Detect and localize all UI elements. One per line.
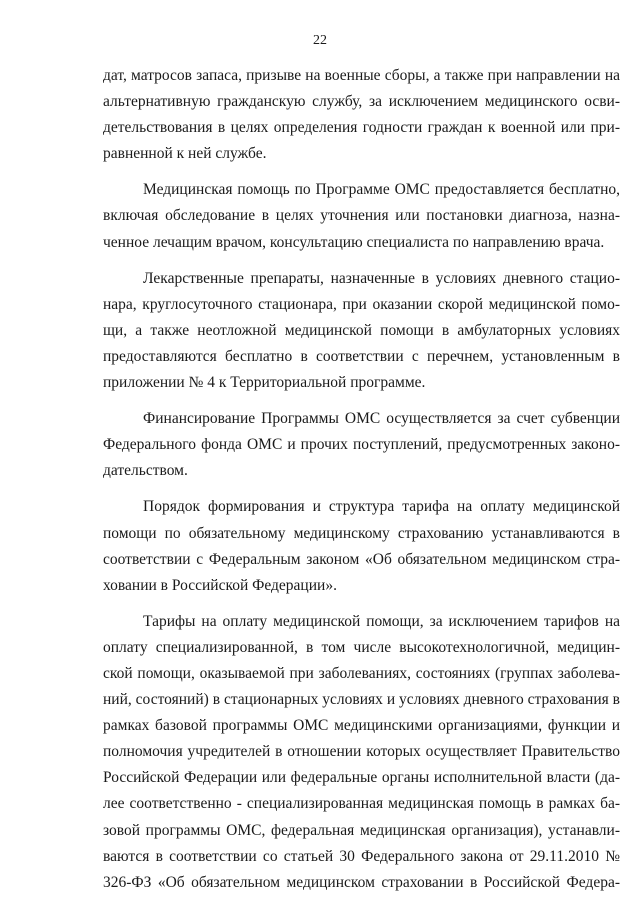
text-line: Федерального фонда ОМС и прочих поступлений, предусмотренных законо- (103, 436, 620, 454)
text-line: Порядок формирования и структура тарифа на оплату медицинской (143, 498, 620, 516)
text-line: 326-ФЗ «Об обязательном медицинском страховании в Российской Федера- (103, 873, 620, 891)
text-line: ской помощи, оказываемой при заболеваниях, состояниях (группах заболева- (103, 664, 620, 682)
text-line: включая обследование в целях уточнения или постановки диагноза, назна- (103, 207, 620, 225)
paragraph-2 (103, 177, 620, 255)
text-line: дательством. (103, 462, 188, 480)
paragraph-4 (103, 406, 620, 484)
text-line: ченное лечащим врачом, консультацию специалиста по направлению врача. (103, 233, 605, 251)
text-line: предоставляются бесплатно в соответствии с перечнем, установленным в (103, 347, 620, 365)
text-line: Медицинская помощь по Программе ОМС предоставляется бесплатно, (143, 181, 620, 199)
text-line: рамках базовой программы ОМС медицинскими организациями, функции и (103, 717, 620, 735)
text-line: приложении № 4 к Территориальной программе. (103, 374, 426, 392)
body-text (103, 63, 620, 896)
paragraph-5 (103, 494, 620, 598)
text-line: нара, круглосуточного стационара, при оказании скорой медицинской помо- (103, 295, 620, 313)
text-line: зовой программы ОМС, федеральная медицинская организация), устанавли- (103, 821, 620, 839)
text-line: щи, а также неотложной медицинской помощи в амбулаторных условиях (103, 321, 620, 339)
text-line: Тарифы на оплату медицинской помощи, за исключением тарифов на (143, 612, 620, 630)
text-line: детельствования в целях определения годности граждан к военной или при- (103, 119, 620, 137)
text-line: оплату специализированной, в том числе высокотехнологичной, медицин- (103, 638, 620, 656)
paragraph-3 (103, 266, 620, 396)
paragraph-6 (103, 609, 620, 896)
paragraph-1 (103, 63, 620, 167)
text-line: Российской Федерации или федеральные органы исполнительной власти (да- (103, 769, 620, 787)
text-line: соответствии с Федеральным законом «Об обязательном медицинском стра- (103, 550, 620, 568)
text-line: ний, состояний) в стационарных условиях и условиях дневного страхования в (103, 691, 620, 709)
text-line: равненной к ней службе. (103, 145, 267, 163)
page-number: 22 (313, 33, 327, 48)
text-line: альтернативную гражданскую службу, за исключением медицинского осви- (103, 93, 620, 111)
text-line: помощи по обязательному медицинскому страхованию устанавливаются в (103, 524, 620, 542)
text-line: полномочия учредителей в отношении которых осуществляет Правительство (103, 743, 620, 761)
text-line: дат, матросов запаса, призыве на военные сборы, а также при направлении на (103, 67, 620, 84)
text-line: Лекарственные препараты, назначенные в условиях дневного стацио- (143, 269, 620, 287)
text-line: ховании в Российской Федерации». (103, 576, 337, 594)
text-line: ваются в соответствии со статьей 30 Федерального закона от 29.11.2010 № (103, 847, 620, 865)
text-line: Финансирование Программы ОМС осуществляется за счет субвенции (143, 410, 620, 428)
text-line: лее соответственно - специализированная медицинская помощь в рамках ба- (103, 795, 620, 813)
